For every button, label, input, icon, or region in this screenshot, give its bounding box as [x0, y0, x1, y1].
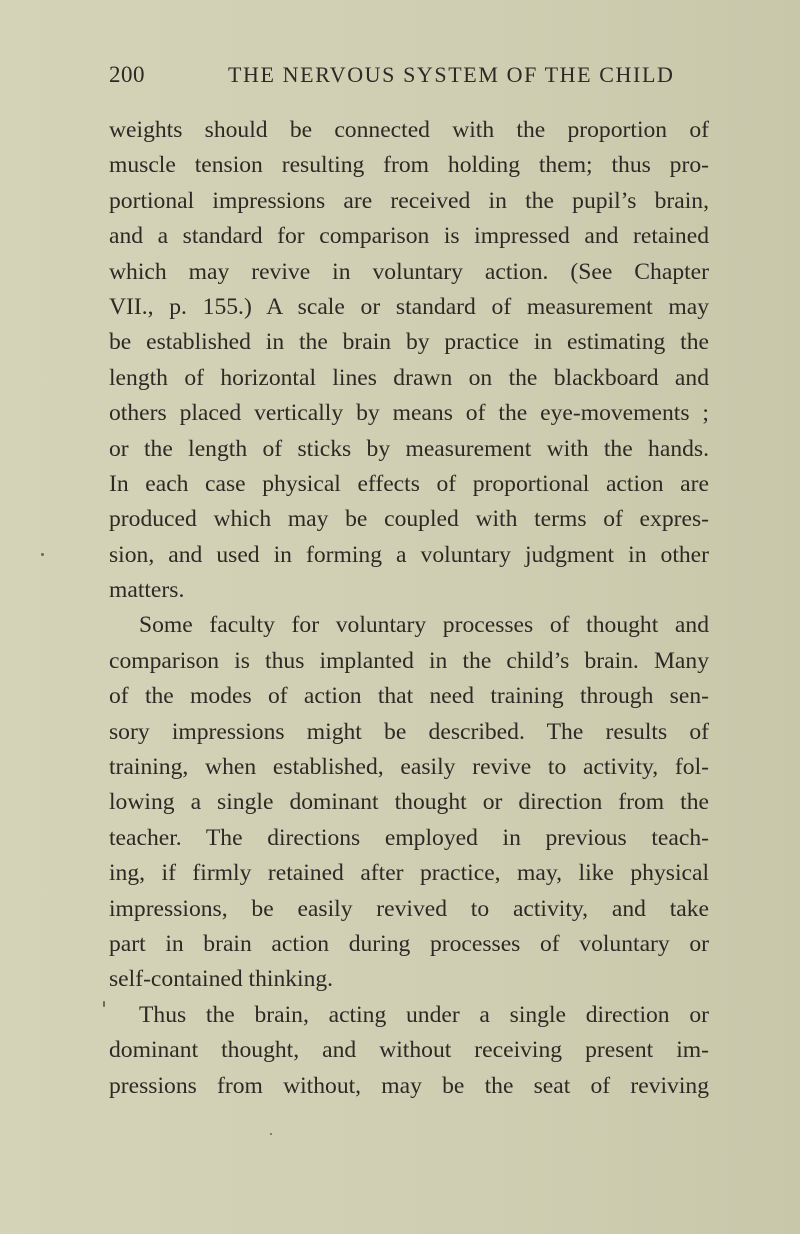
paper-speck [103, 1001, 105, 1007]
text-line: matters. [109, 577, 185, 604]
text-line: and a standard for comparison is impressed and retained [109, 223, 709, 250]
running-title: THE NERVOUS SYSTEM OF THE CHILD [228, 62, 675, 87]
text-line: length of horizontal lines drawn on the blackboard and [109, 364, 709, 391]
text-line: Some faculty for voluntary processes of thought and [139, 612, 709, 639]
text-line: impressions, be easily revived to activity, and take [109, 895, 709, 922]
body-text [109, 113, 709, 1104]
text-line: weights should be connected with the proportion of [109, 117, 709, 143]
text-line: teacher. The directions employed in previous teach- [109, 824, 709, 851]
text-line: part in brain action during processes of voluntary or [109, 930, 709, 957]
text-line: which may revive in voluntary action. (See Chapter [109, 258, 709, 285]
text-line: pressions from without, may be the seat of reviving [109, 1072, 709, 1099]
text-line: sion, and used in forming a voluntary judgment in other [109, 541, 709, 568]
text-line: comparison is thus implanted in the child’s brain. Many [109, 647, 709, 674]
paper-speck [41, 553, 44, 556]
page-number: 200 [109, 62, 145, 87]
text-line: In each case physical effects of proportional action are [109, 470, 709, 497]
paper-speck [270, 1133, 272, 1135]
text-line: produced which may be coupled with terms of expres- [109, 506, 709, 533]
text-line: dominant thought, and without receiving present im- [109, 1037, 709, 1064]
text-line: or the length of sticks by measurement with the hands. [109, 435, 709, 462]
text-line: self-contained thinking. [109, 966, 334, 993]
text-line: training, when established, easily revive to activity, fol- [109, 754, 709, 781]
text-line: muscle tension resulting from holding them; thus pro- [109, 152, 709, 179]
text-line: sory impressions might be described. The results of [109, 718, 709, 745]
text-line: lowing a single dominant thought or direction from the [109, 789, 709, 816]
text-line: others placed vertically by means of the eye-movements ; [109, 400, 709, 427]
text-line: Thus the brain, acting under a single direction or [139, 1001, 709, 1028]
text-line: VII., p. 155.) A scale or standard of measurement may [109, 293, 709, 320]
page-header [109, 62, 709, 90]
text-line: of the modes of action that need training through sen- [109, 683, 709, 710]
text-line: ing, if firmly retained after practice, may, like physical [109, 860, 709, 887]
text-line: portional impressions are received in the pupil’s brain, [109, 187, 709, 214]
text-line: be established in the brain by practice in estimating the [109, 329, 709, 356]
